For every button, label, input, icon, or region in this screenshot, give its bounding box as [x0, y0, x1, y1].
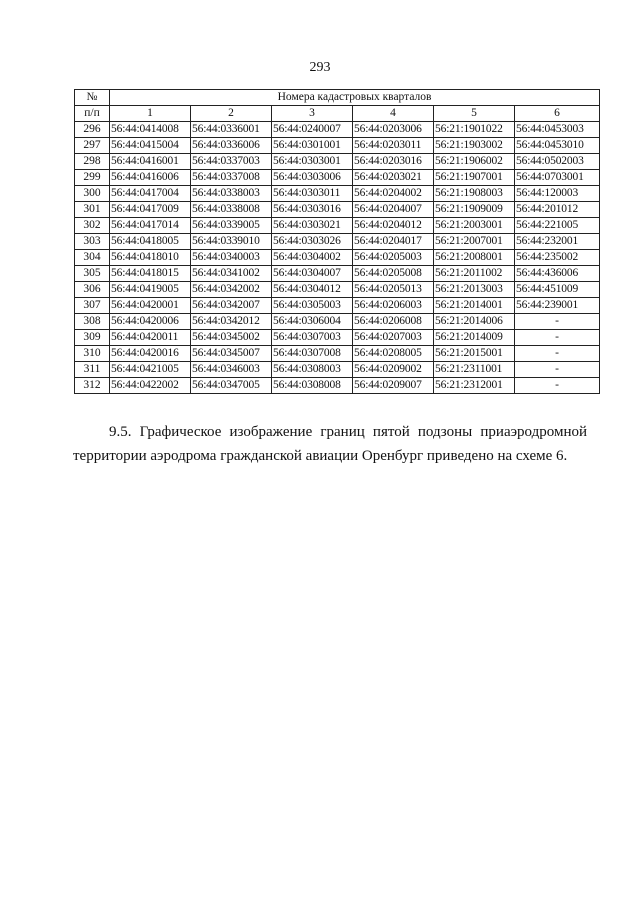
cadastral-number-cell: 56:44:0208005 — [353, 346, 434, 362]
table-row — [75, 138, 600, 154]
cadastral-number-cell: 56:44:0502003 — [515, 154, 600, 170]
column-header: 3 — [272, 106, 353, 122]
cadastral-number-cell: 56:44:0209002 — [353, 362, 434, 378]
row-number: 303 — [75, 234, 110, 250]
row-number: 298 — [75, 154, 110, 170]
cadastral-number-cell: 56:44:0304002 — [272, 250, 353, 266]
cadastral-number-cell: 56:44:0240007 — [272, 122, 353, 138]
cadastral-number-cell: 56:44:0420006 — [110, 314, 191, 330]
cadastral-number-cell: 56:44:0337003 — [191, 154, 272, 170]
cadastral-number-cell: 56:21:2014009 — [434, 330, 515, 346]
table-header-row-columns — [75, 106, 600, 122]
cadastral-number-cell: 56:21:1909009 — [434, 202, 515, 218]
cadastral-number-cell: 56:44:235002 — [515, 250, 600, 266]
cadastral-number-cell: 56:44:0416006 — [110, 170, 191, 186]
table-row — [75, 202, 600, 218]
table-row — [75, 314, 600, 330]
table-row — [75, 330, 600, 346]
cadastral-number-cell: 56:44:0204002 — [353, 186, 434, 202]
cadastral-number-cell: 56:44:0420011 — [110, 330, 191, 346]
cadastral-number-cell: 56:44:0345002 — [191, 330, 272, 346]
table-row — [75, 186, 600, 202]
row-number: 309 — [75, 330, 110, 346]
table-row — [75, 154, 600, 170]
cadastral-number-cell: 56:44:0417014 — [110, 218, 191, 234]
row-number: 312 — [75, 378, 110, 394]
table-row — [75, 250, 600, 266]
cadastral-number-cell: 56:21:2015001 — [434, 346, 515, 362]
cadastral-number-cell: 56:44:0336006 — [191, 138, 272, 154]
cadastral-number-cell: 56:44:0347005 — [191, 378, 272, 394]
cadastral-quarters-table — [74, 89, 600, 394]
cadastral-number-cell: 56:44:0341002 — [191, 266, 272, 282]
cadastral-number-cell: 56:44:201012 — [515, 202, 600, 218]
row-number: 307 — [75, 298, 110, 314]
cadastral-number-cell: 56:44:0342002 — [191, 282, 272, 298]
cadastral-number-cell: 56:44:451009 — [515, 282, 600, 298]
cadastral-number-cell: 56:44:0340003 — [191, 250, 272, 266]
cadastral-number-cell: 56:44:0205003 — [353, 250, 434, 266]
cadastral-number-cell: 56:44:0453010 — [515, 138, 600, 154]
table-row — [75, 122, 600, 138]
cadastral-number-cell: 56:44:0338003 — [191, 186, 272, 202]
cadastral-number-cell: 56:44:0307008 — [272, 346, 353, 362]
cadastral-number-cell: 56:21:2007001 — [434, 234, 515, 250]
cadastral-number-cell: 56:44:0303021 — [272, 218, 353, 234]
cadastral-number-cell: 56:44:0308008 — [272, 378, 353, 394]
column-header: 4 — [353, 106, 434, 122]
cadastral-number-cell: 56:44:0417004 — [110, 186, 191, 202]
cadastral-number-cell: 56:44:239001 — [515, 298, 600, 314]
table-row — [75, 282, 600, 298]
cadastral-number-cell: 56:44:120003 — [515, 186, 600, 202]
cadastral-number-cell: 56:44:0304012 — [272, 282, 353, 298]
cadastral-number-cell: 56:44:0419005 — [110, 282, 191, 298]
row-number: 304 — [75, 250, 110, 266]
cadastral-number-cell: 56:44:0337008 — [191, 170, 272, 186]
cadastral-number-cell: 56:44:0303001 — [272, 154, 353, 170]
cadastral-number-cell: 56:44:0416001 — [110, 154, 191, 170]
cadastral-number-cell: 56:44:0342007 — [191, 298, 272, 314]
cadastral-number-cell: 56:44:0205013 — [353, 282, 434, 298]
cadastral-number-cell: 56:44:0418010 — [110, 250, 191, 266]
column-header: 5 — [434, 106, 515, 122]
cadastral-number-cell: 56:44:0305003 — [272, 298, 353, 314]
row-number: 302 — [75, 218, 110, 234]
cadastral-number-cell: 56:44:0304007 — [272, 266, 353, 282]
row-number-header: № — [75, 90, 110, 106]
row-number: 297 — [75, 138, 110, 154]
cadastral-number-cell: 56:44:0203016 — [353, 154, 434, 170]
section-paragraph: 9.5. Графическое изображение границ пятой подзоны приаэродромной территории аэродрома гражданской авиации Оренбург приведено на схеме 6. — [73, 424, 587, 464]
cadastral-number-cell: 56:21:2003001 — [434, 218, 515, 234]
cadastral-number-cell: 56:44:0420016 — [110, 346, 191, 362]
cadastral-number-cell: 56:44:0203021 — [353, 170, 434, 186]
cadastral-number-cell: 56:21:2011002 — [434, 266, 515, 282]
cadastral-number-cell: 56:44:0203011 — [353, 138, 434, 154]
cadastral-number-cell: 56:44:0453003 — [515, 122, 600, 138]
cadastral-number-cell: 56:21:2013003 — [434, 282, 515, 298]
cadastral-number-cell: 56:21:2008001 — [434, 250, 515, 266]
cadastral-number-cell: 56:21:2312001 — [434, 378, 515, 394]
table-header-row-top — [75, 90, 600, 106]
cadastral-number-cell: 56:21:2311001 — [434, 362, 515, 378]
row-number: 296 — [75, 122, 110, 138]
cadastral-number-cell: 56:44:0303006 — [272, 170, 353, 186]
table-row — [75, 298, 600, 314]
cadastral-number-cell: - — [515, 330, 600, 346]
cadastral-number-cell: - — [515, 346, 600, 362]
cadastral-number-cell: 56:44:0204012 — [353, 218, 434, 234]
cadastral-number-cell: 56:44:0303026 — [272, 234, 353, 250]
cadastral-number-cell: 56:44:0306004 — [272, 314, 353, 330]
row-number: 311 — [75, 362, 110, 378]
cadastral-number-cell: 56:44:0301001 — [272, 138, 353, 154]
cadastral-number-cell: 56:44:0345007 — [191, 346, 272, 362]
cadastral-group-header: Номера кадастровых кварталов — [110, 90, 600, 106]
cadastral-number-cell: 56:44:0205008 — [353, 266, 434, 282]
table-body — [75, 122, 600, 394]
cadastral-number-cell: 56:44:0339010 — [191, 234, 272, 250]
cadastral-number-cell: 56:44:0204007 — [353, 202, 434, 218]
table-row — [75, 170, 600, 186]
cadastral-number-cell: 56:44:0204017 — [353, 234, 434, 250]
cadastral-number-cell: 56:44:221005 — [515, 218, 600, 234]
row-number: 306 — [75, 282, 110, 298]
table-row — [75, 234, 600, 250]
row-number: 299 — [75, 170, 110, 186]
cadastral-number-cell: 56:44:0703001 — [515, 170, 600, 186]
cadastral-number-cell: 56:44:0420001 — [110, 298, 191, 314]
cadastral-number-cell: 56:44:0414008 — [110, 122, 191, 138]
table-row — [75, 378, 600, 394]
cadastral-number-cell: 56:21:2014006 — [434, 314, 515, 330]
cadastral-number-cell: 56:44:0342012 — [191, 314, 272, 330]
cadastral-number-cell: 56:21:2014001 — [434, 298, 515, 314]
cadastral-number-cell: 56:44:0336001 — [191, 122, 272, 138]
row-number: 301 — [75, 202, 110, 218]
cadastral-number-cell: 56:44:0339005 — [191, 218, 272, 234]
row-number: 300 — [75, 186, 110, 202]
cadastral-number-cell: 56:44:0206003 — [353, 298, 434, 314]
page-number: 293 — [309, 60, 331, 75]
cadastral-number-cell: 56:21:1907001 — [434, 170, 515, 186]
cadastral-number-cell: 56:21:1906002 — [434, 154, 515, 170]
cadastral-number-cell: 56:21:1903002 — [434, 138, 515, 154]
cadastral-number-cell: 56:44:0346003 — [191, 362, 272, 378]
cadastral-number-cell: 56:44:0308003 — [272, 362, 353, 378]
cadastral-number-cell: 56:44:0417009 — [110, 202, 191, 218]
row-number: 305 — [75, 266, 110, 282]
column-header: 2 — [191, 106, 272, 122]
cadastral-number-cell: - — [515, 362, 600, 378]
table-row — [75, 362, 600, 378]
table-row — [75, 346, 600, 362]
row-number: 308 — [75, 314, 110, 330]
cadastral-number-cell: 56:44:0207003 — [353, 330, 434, 346]
table-row — [75, 218, 600, 234]
column-header: 6 — [515, 106, 600, 122]
cadastral-number-cell: 56:44:0418015 — [110, 266, 191, 282]
cadastral-number-cell: 56:21:1901022 — [434, 122, 515, 138]
cadastral-number-cell: 56:44:0338008 — [191, 202, 272, 218]
row-number-subheader: п/п — [75, 106, 110, 122]
cadastral-number-cell: 56:44:0307003 — [272, 330, 353, 346]
cadastral-number-cell: 56:44:0303011 — [272, 186, 353, 202]
cadastral-number-cell: 56:44:0415004 — [110, 138, 191, 154]
cadastral-number-cell: 56:44:0206008 — [353, 314, 434, 330]
cadastral-number-cell: 56:44:0303016 — [272, 202, 353, 218]
cadastral-number-cell: 56:44:0418005 — [110, 234, 191, 250]
cadastral-number-cell: 56:21:1908003 — [434, 186, 515, 202]
cadastral-number-cell: 56:44:0422002 — [110, 378, 191, 394]
table-row — [75, 266, 600, 282]
cadastral-number-cell: 56:44:232001 — [515, 234, 600, 250]
cadastral-number-cell: - — [515, 378, 600, 394]
row-number: 310 — [75, 346, 110, 362]
cadastral-number-cell: 56:44:0209007 — [353, 378, 434, 394]
column-header: 1 — [110, 106, 191, 122]
cadastral-number-cell: 56:44:0203006 — [353, 122, 434, 138]
cadastral-number-cell: 56:44:436006 — [515, 266, 600, 282]
cadastral-number-cell: 56:44:0421005 — [110, 362, 191, 378]
cadastral-number-cell: - — [515, 314, 600, 330]
